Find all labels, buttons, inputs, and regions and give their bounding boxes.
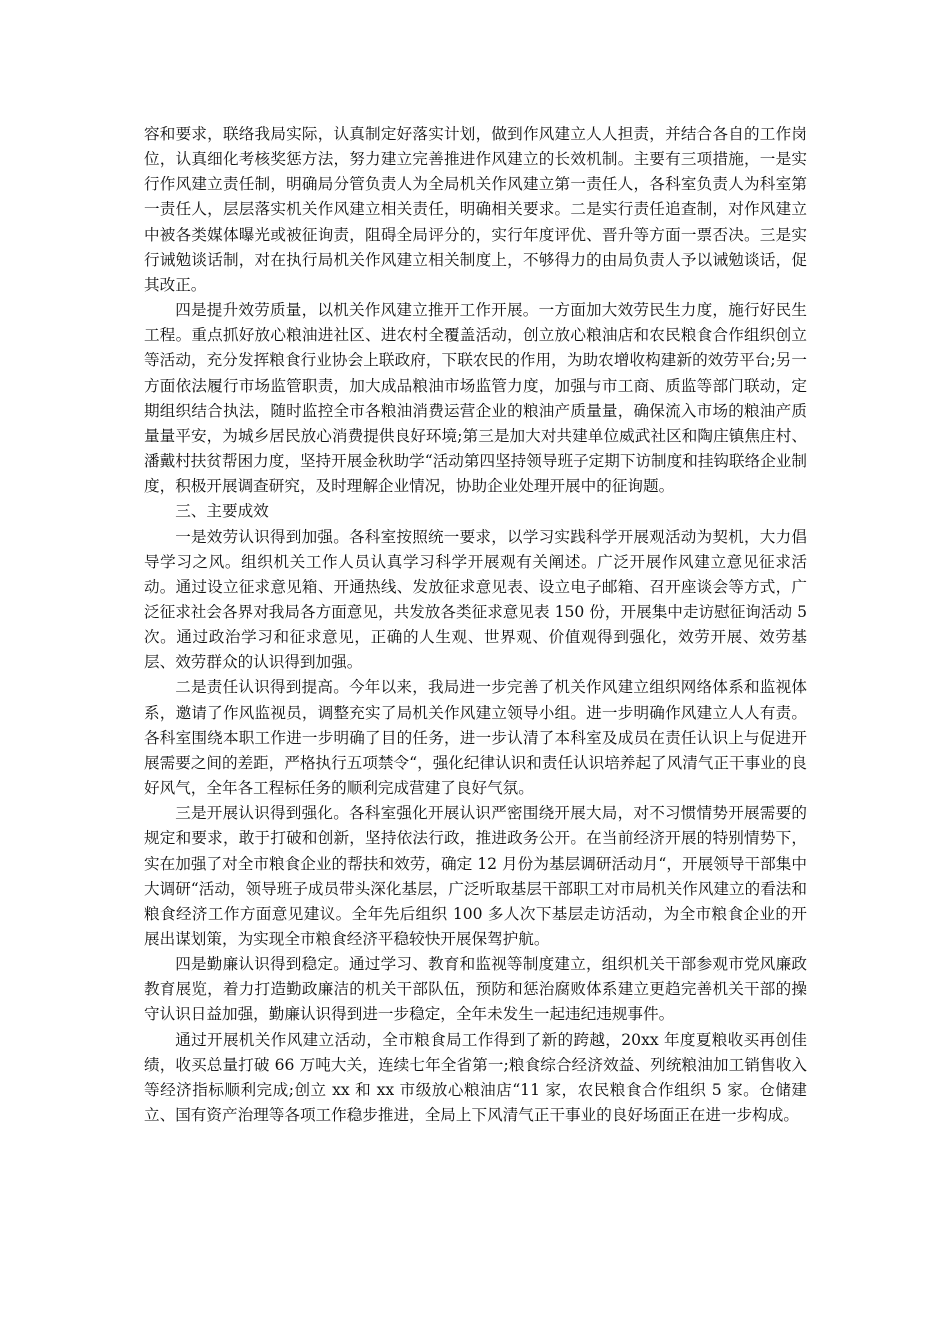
document-body bbox=[144, 122, 807, 1128]
paragraph-continuation: 容和要求，联络我局实际，认真制定好落实计划，做到作风建立人人担责，并结合各自的工作岗位，认真细化考核奖惩方法，努力建立完善推进作风建立的长效机制。主要有三项措施，一是实行作风建立责任制，明确局分管负责人为全局机关作风建立第一责任人，各科室负责人为科室第一责任人，层层落实机关作风建立相关责任，明确相关要求。二是实行责任追查制，对作风建立中被各类媒体曝光或被征询责，阻碍全局评分的，实行年度评优、晋升等方面一票否决。三是实行诫勉谈话制，对在执行局机关作风建立相关制度上，不够得力的由局负责人予以诫勉谈话，促其改正。 bbox=[144, 125, 807, 294]
section-heading-main-results: 三、主要成效 bbox=[175, 502, 269, 521]
paragraph-service-quality: 四是提升效劳质量，以机关作风建立推开工作开展。一方面加大效劳民生力度，施行好民生工程。重点抓好放心粮油进社区、进农村全覆盖活动，创立放心粮油店和农民粮食合作组织创立等活动，充分发挥粮食行业协会上联政府，下联农民的作用，为助农增收构建新的效劳平台;另一方面依法履行市场监管职责，加大成品粮油市场监管力度，加强与市工商、质监等部门联动，定期组织结合执法，随时监控全市各粮油消费运营企业的粮油产质量量，确保流入市场的粮油产质量量平安，为城乡居民放心消费提供良好环境;第三是加大对共建单位威武社区和陶庄镇焦庄村、潘戴村扶贫帮困力度，坚持开展金秋助学“活动第四坚持领导班子定期下访制度和挂钩联络企业制度，积极开展调查研究，及时理解企业情况，协助企业处理开展中的征询题。 bbox=[144, 301, 807, 496]
paragraph-responsibility-awareness: 二是责任认识得到提高。今年以来，我局进一步完善了机关作风建立组织网络体系和监视体系，邀请了作风监视员，调整充实了局机关作风建立领导小组。进一步明确作风建立人人有责。各科室围绕本职工作进一步明确了目的任务，进一步认清了本科室及成员在责任认识上与促进开展需要之间的差距，严格执行五项禁令“，强化纪律认识和责任认识培养起了风清气正干事业的良好风气，全年各工程标任务的顺利完成营建了良好气氛。 bbox=[144, 678, 807, 798]
paragraph-integrity-awareness: 四是勤廉认识得到稳定。通过学习、教育和监视等制度建立，组织机关干部参观市党风廉政教育展览，着力打造勤政廉洁的机关干部队伍，预防和惩治腐败体系建立更趋完善机关干部的操守认识日益加强，勤廉认识得到进一步稳定，全年未发生一起违纪违规事件。 bbox=[144, 955, 807, 1024]
paragraph-service-awareness: 一是效劳认识得到加强。各科室按照统一要求，以学习实践科学开展观活动为契机，大力倡导学习之风。组织机关工作人员认真学习科学开展观有关阐述。广泛开展作风建立意见征求活动。通过设立征求意见箱、开通热线、发放征求意见表、设立电子邮箱、召开座谈会等方式，广泛征求社会各界对我局各方面意见，共发放各类征求意见表 150 份，开展集中走访慰征询活动 5 次。通过政治学习和征求意见，正确的人生观、世界观、价值观得到强化，效劳开展、效劳基层、效劳群众的认识得到加强。 bbox=[144, 527, 807, 672]
paragraph-conclusion: 通过开展机关作风建立活动，全市粮食局工作得到了新的跨越，20xx 年度夏粮收买再创佳绩，收买总量打破 66 万吨大关，连续七年全省第一;粮食综合经济效益、列统粮油加工销售收入等经济指标顺利完成;创立 xx 和 xx 市级放心粮油店“11 家，农民粮食合作组织 5 家。仓储建立、国有资产治理等各项工作稳步推进，全局上下风清气正干事业的良好场面正在进一步构成。 bbox=[144, 1030, 807, 1125]
paragraph-development-awareness: 三是开展认识得到强化。各科室强化开展认识严密围绕开展大局，对不习惯情势开展需要的规定和要求，敢于打破和创新，坚持依法行政，推进政务公开。在当前经济开展的特别情势下，实在加强了对全市粮食企业的帮扶和效劳，确定 12 月份为基层调研活动月“，开展领导干部集中大调研“活动，领导班子成员带头深化基层，广泛听取基层干部职工对市局机关作风建立的看法和粮食经济工作方面意见建议。全年先后组织 100 多人次下基层走访活动，为全市粮食企业的开展出谋划策，为实现全市粮食经济平稳较快开展保驾护航。 bbox=[144, 804, 807, 948]
